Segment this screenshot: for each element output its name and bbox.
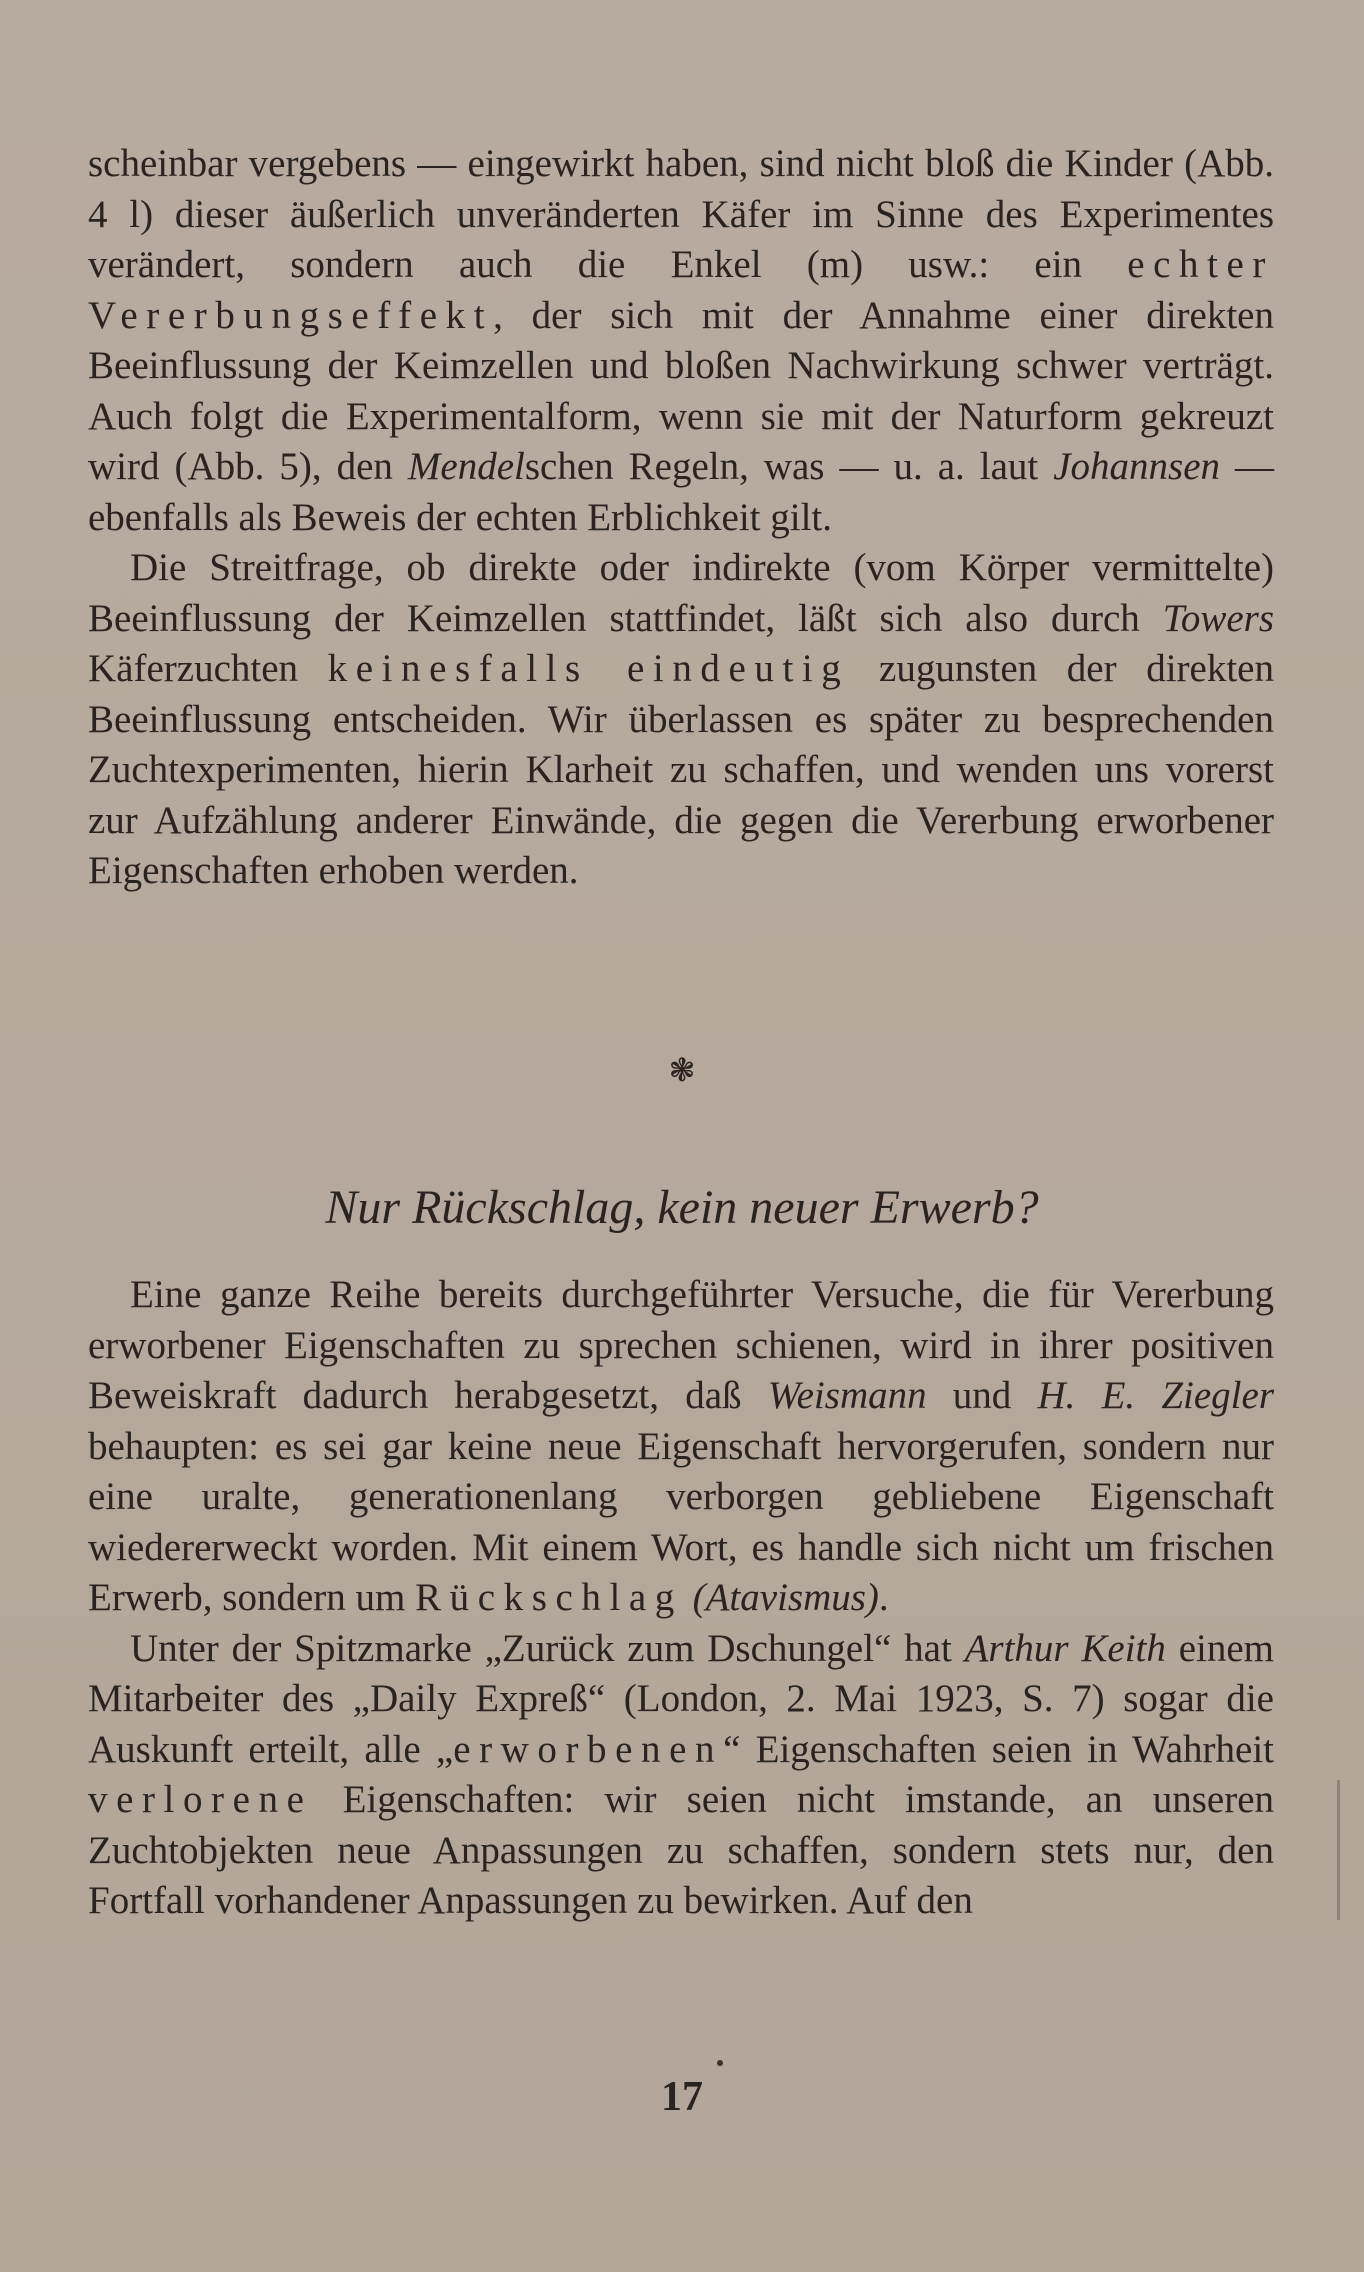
text-run: und (926, 1374, 1038, 1417)
page-number: 17 (661, 2074, 703, 2120)
paragraph-rueckschlag (88, 1270, 1274, 1624)
text-run: “ Eigenschaften seien in Wahrheit (723, 1727, 1274, 1771)
spaced-emphasis: keinesfalls eindeutig (327, 647, 850, 690)
print-speck (717, 2060, 723, 2066)
spaced-emphasis: echter Vererbungseffekt (88, 243, 1274, 337)
body-text-section (88, 1270, 1274, 1927)
text-run: Die Streitfrage, ob direkte oder indirekte (vom Körper vermittelte) Beeinflussung der Keimzellen stattfindet, läßt sich also durch (88, 546, 1274, 640)
text-run: behaupten: es sei gar keine neue Eigenschaft hervorgerufen, sondern nur eine uralte, generationenlang verborgen gebliebene Eigenschaft wiedererweckt worden. Mit einem Wort, es handle sich nicht um frischen Erwerb, sondern um (88, 1424, 1274, 1619)
author-name-italic: H. E. Ziegler (1037, 1374, 1275, 1417)
text-run: — ebenfalls als Beweis der echten Erblichkeit gilt. (88, 445, 1275, 539)
text-run: Unter der Spitzmarke „Zurück zum Dschungel“ hat (130, 1626, 965, 1670)
spaced-emphasis: erworbenen (453, 1727, 724, 1771)
text-run: . (878, 1576, 889, 1619)
paragraph-continued (88, 139, 1274, 543)
author-name-italic: Mendel (407, 445, 525, 488)
author-name-italic: Weismann (767, 1374, 927, 1417)
term-italic: (Atavismus) (692, 1576, 879, 1619)
text-run: , der sich mit der Annahme einer direkten Beeinflussung der Keimzellen und bloßen Nachwirkung schwer verträgt. Auch folgt die Experimentalform, wenn sie mit der Naturform gekreuzt wird (Abb. 5), den (88, 293, 1274, 488)
spaced-emphasis: Rückschlag (415, 1576, 683, 1619)
section-ornament: ❃ (668, 1052, 696, 1088)
author-name-italic: Arthur Keith (964, 1626, 1166, 1670)
text-run: scheinbar vergebens — eingewirkt haben, sind nicht bloß die Kinder (Abb. 4 l) dieser äußerlich unveränderten Käfer im Sinne des Experimentes verändert, sondern auch die Enkel (m) usw.: ein (88, 142, 1274, 286)
page-edge-mark (1337, 1780, 1340, 1920)
text-run (683, 1576, 693, 1619)
author-name-italic: Towers (1162, 596, 1274, 640)
section-heading: Nur Rückschlag, kein neuer Erwerb? (325, 1181, 1039, 1234)
text-run: Eigenschaften: wir seien nicht imstande, an unseren Zuchtobjekten neue Anpassungen zu schaffen, sondern stets nur, den Fortfall vorhandener Anpassungen zu bewirken. Auf den (88, 1778, 1274, 1922)
spaced-emphasis: verlorene (88, 1778, 313, 1821)
text-run: Käferzuchten (88, 647, 328, 690)
text-run: einem Mitarbeiter des „Daily Expreß“ (London, 2. Mai 1923, S. 7) sogar die Auskunft erteilt, alle „ (88, 1626, 1274, 1771)
text-run: zugunsten der direkten Beeinflussung entscheiden. Wir überlassen es später zu besprechenden Zuchtexperimenten, hierin Klarheit zu schaffen, und wenden uns vorerst zur Aufzählung anderer Einwände, die gegen die Vererbung erworbener Eigenschaften erhoben werden. (88, 647, 1274, 892)
text-run: Eine ganze Reihe bereits durchgeführter Versuche, die für Vererbung erworbener Eigenschaften zu sprechen schienen, wird in ihrer positiven Beweiskraft dadurch herabgesetzt, daß (88, 1273, 1274, 1417)
text-run: schen Regeln, was — u. a. laut (524, 445, 1054, 488)
body-text-top (88, 139, 1274, 897)
paragraph-streitfrage (88, 543, 1274, 897)
author-name-italic: Johannsen (1053, 445, 1221, 488)
paragraph-dschungel (88, 1624, 1274, 1927)
